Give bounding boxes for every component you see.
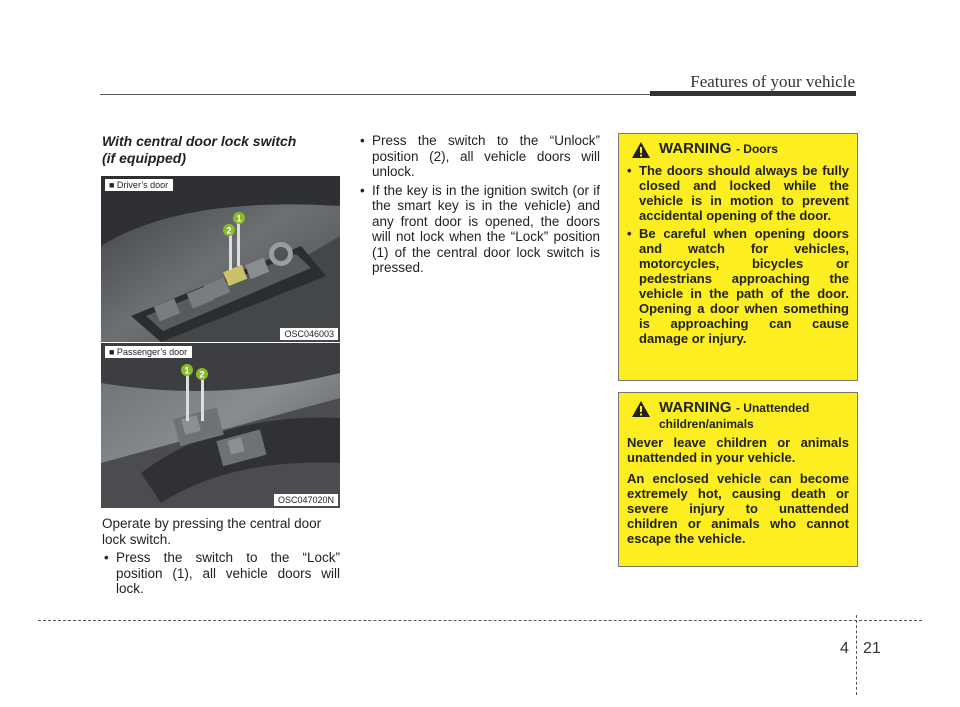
figure-caption: ■ Passenger’s door — [105, 346, 192, 358]
callout-2: 2 — [226, 225, 232, 236]
figure-code: OSC047020N — [274, 494, 338, 506]
list-item: • Be careful when opening doors and watch for vehicles, motorcycles, bicycles or pedestrians approaching the vehicle in the path of the door. Opening a door when something is approaching can cause damage or injury. — [627, 226, 849, 346]
page-number: 21 — [863, 640, 881, 657]
warning-box-children — [618, 392, 858, 567]
section-title — [102, 133, 342, 167]
warning-subject-line2: children/animals — [659, 417, 754, 431]
list-item: • If the key is in the ignition switch (or if the smart key is in the vehicle) and any front door is opened, the doors will not lock when the “Lock” position (1) of the central door lock switch is pressed. — [360, 183, 600, 276]
warning-subject: - Unattended — [735, 401, 810, 415]
chapter-number: 4 — [840, 640, 849, 657]
lock-instructions — [104, 550, 340, 597]
header-title: Features of your vehicle — [690, 72, 855, 91]
warning-body — [627, 435, 849, 546]
figure-caption: ■ Driver’s door — [105, 179, 173, 191]
warning-paragraph: Never leave children or animals unattended in your vehicle. — [627, 435, 849, 465]
footer-rule — [38, 620, 922, 621]
warning-header — [631, 399, 849, 431]
callout-1: 1 — [236, 213, 242, 224]
list-item: • The doors should always be fully closed and locked while the vehicle is in motion to prevent accidental opening of the door. — [627, 163, 849, 223]
drivers-door-figure — [101, 176, 340, 342]
callout-1: 1 — [184, 365, 190, 376]
warning-paragraph: An enclosed vehicle can become extremely hot, causing death or severe injury to unattended children or animals who cannot escape the vehicle. — [627, 471, 849, 546]
warning-label: WARNING — [659, 399, 732, 416]
passengers-door-illustration — [101, 343, 340, 508]
section-title-line2: (if equipped) — [102, 150, 186, 166]
warning-subject: - Doors — [735, 142, 778, 156]
footer-divider — [856, 615, 857, 695]
warning-triangle-icon — [631, 400, 651, 418]
warning-header — [631, 140, 849, 159]
figure-code: OSC046003 — [280, 328, 338, 340]
unlock-instructions — [360, 133, 600, 279]
warning-box-doors — [618, 133, 858, 381]
warning-label: WARNING — [659, 140, 732, 157]
list-item: • Press the switch to the “Lock” position (1), all vehicle doors will lock. — [104, 550, 340, 597]
section-title-line1: With central door lock switch — [102, 133, 297, 149]
header-rule-accent — [650, 91, 856, 96]
passengers-door-figure — [101, 343, 340, 508]
warning-body — [627, 163, 849, 346]
drivers-door-illustration — [101, 176, 340, 342]
list-item: • Press the switch to the “Unlock” position (2), all vehicle doors will unlock. — [360, 133, 600, 180]
intro-paragraph: Operate by pressing the central door lock switch. — [102, 516, 322, 547]
warning-triangle-icon — [631, 141, 651, 159]
callout-2: 2 — [199, 369, 205, 380]
